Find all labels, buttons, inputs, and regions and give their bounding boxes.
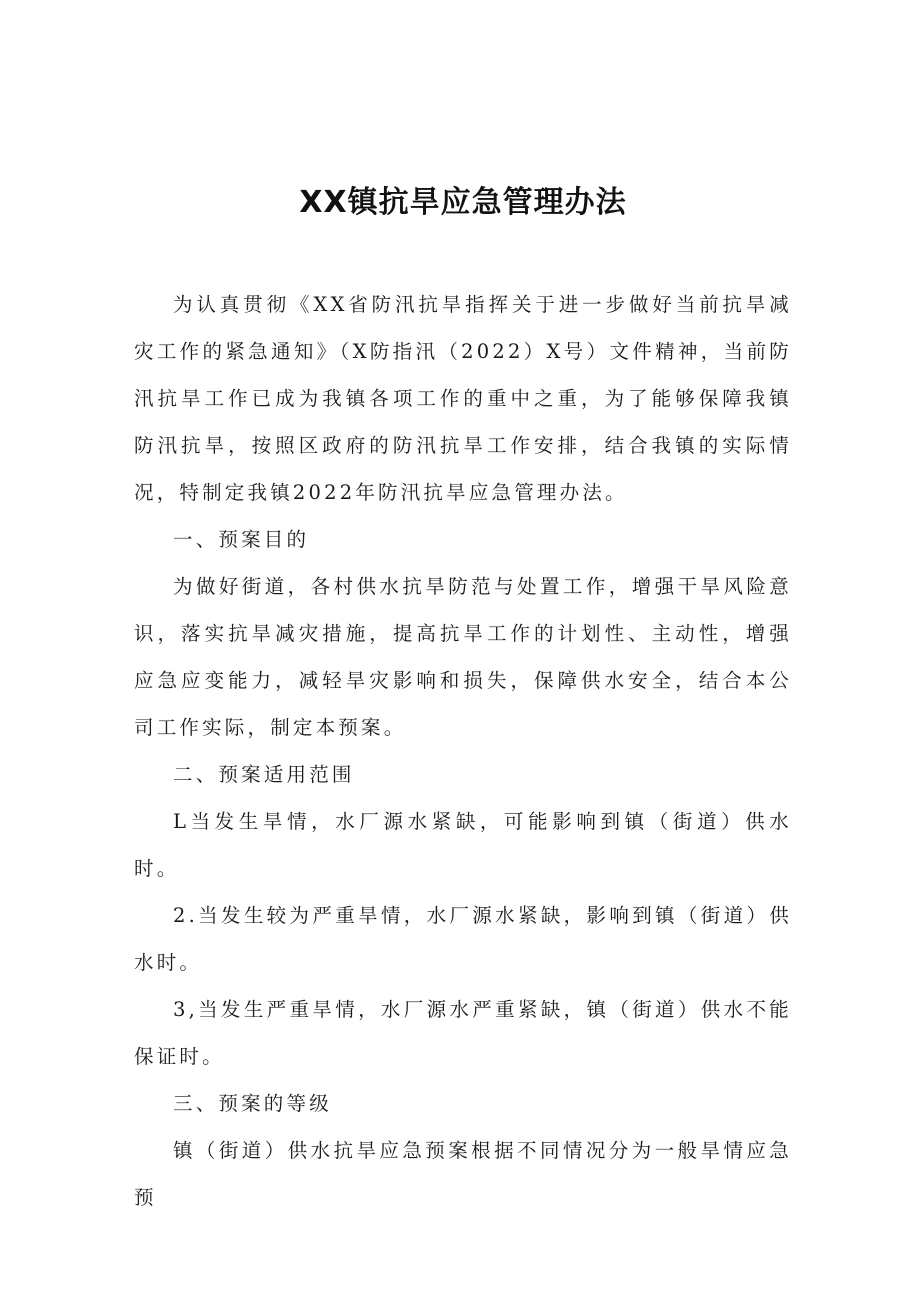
purpose-paragraph: 为做好街道，各村供水抗旱防范与处置工作，增强干旱风险意识，落实抗旱减灾措施，提高抗旱工作的计划性、主动性，增强应急应变能力，减轻旱灾影响和损失，保障供水安全，结合本公司工作实际，制定本预案。 [134,575,792,739]
section-heading-purpose: 一、预案目的 [173,528,310,551]
document-body [134,281,792,1221]
section-heading-levels: 三、预案的等级 [173,1092,332,1115]
document-title: XX镇抗旱应急管理办法 [299,185,627,220]
scope-item-1: L当发生旱情，水厂源水紧缺，可能影响到镇（街道）供水时。 [134,810,792,880]
intro-paragraph: 为认真贯彻《XX省防汛抗旱指挥关于进一步做好当前抗旱减灾工作的紧急通知》（X防指汛（2022）X号）文件精神，当前防汛抗旱工作已成为我镇各项工作的重中之重，为了能够保障我镇防汛抗旱，按照区政府的防汛抗旱工作安排，结合我镇的实际情况，特制定我镇2022年防汛抗旱应急管理办法。 [134,293,792,504]
section-heading-scope: 二、预案适用范围 [173,763,355,786]
scope-item-2: 2.当发生较为严重旱情，水厂源水紧缺，影响到镇（街道）供水时。 [134,904,792,974]
scope-item-3: 3,当发生严重旱情，水厂源水严重紧缺，镇（街道）供水不能保证时。 [134,998,792,1068]
levels-paragraph: 镇（街道）供水抗旱应急预案根据不同情况分为一般旱情应急预 [134,1139,792,1209]
